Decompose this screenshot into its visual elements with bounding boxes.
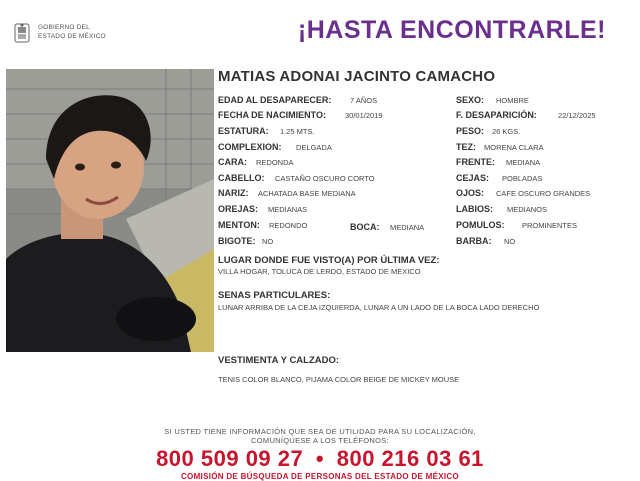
frente-label: FRENTE:: [456, 157, 495, 167]
cara-label: CARA:: [218, 157, 247, 167]
tez-value: MORENA CLARA: [484, 143, 544, 152]
sexo-value: HOMBRE: [496, 96, 529, 105]
pomulos-label: POMULOS:: [456, 220, 505, 230]
boca-value: MEDIANA: [390, 223, 425, 232]
barba-label: BARBA:: [456, 236, 492, 246]
nariz-label: NARIZ:: [218, 188, 249, 198]
cejas-value: POBLADAS: [502, 174, 543, 183]
vestimenta-label: VESTIMENTA Y CALZADO:: [218, 355, 340, 366]
estatura-value: 1.25 MTS.: [280, 127, 315, 136]
fecha-desaparicion-label: F. DESAPARICIÓN:: [456, 110, 537, 120]
ojos-value: CAFE OSCURO GRANDES: [496, 189, 591, 198]
missing-person-photo: [6, 69, 214, 352]
pomulos-value: PROMINENTES: [522, 221, 578, 230]
nacimiento-label: FECHA DE NACIMIENTO:: [218, 110, 326, 120]
complexion-label: COMPLEXION:: [218, 142, 282, 152]
bigote-value: NO: [262, 237, 274, 246]
estatura-label: ESTATURA:: [218, 126, 269, 136]
cara-value: REDONDA: [256, 158, 294, 167]
edad-value: 7 AÑOS: [350, 96, 378, 105]
lugar-value: VILLA HOGAR, TOLUCA DE LERDO, ESTADO DE MEXICO: [218, 267, 421, 276]
cejas-label: CEJAS:: [456, 173, 490, 183]
barba-value: NO: [504, 237, 516, 246]
person-name: MATIAS ADONAI JACINTO CAMACHO: [218, 68, 496, 85]
vestimenta-value: TENIS COLOR BLANCO, PIJAMA COLOR BEIGE DE MICKEY MOUSE: [218, 375, 460, 384]
lugar-label: LUGAR DONDE FUE VISTO(A) POR ÚLTIMA VEZ:: [218, 255, 440, 266]
phone-numbers: [0, 446, 640, 472]
commission-name: COMISIÓN DE BÚSQUEDA DE PERSONAS DEL ESTADO DE MÉXICO: [180, 472, 459, 481]
logo-text-line1: GOBIERNO DEL: [38, 24, 90, 31]
nariz-value: ACHATADA BASE MEDIANA: [258, 189, 356, 198]
state-seal-icon: [12, 22, 32, 44]
nacimiento-value: 30/01/2019: [345, 111, 383, 120]
ojos-label: OJOS:: [456, 188, 485, 198]
bigote-label: BIGOTE:: [218, 236, 256, 246]
labios-label: LABIOS:: [456, 204, 493, 214]
menton-value: REDONDO: [269, 221, 308, 230]
logo-text-line2: ESTADO DE MÉXICO: [38, 33, 106, 40]
fecha-desaparicion-value: 22/12/2025: [558, 111, 596, 120]
peso-value: 26 KGS.: [492, 127, 521, 136]
phone-number-2[interactable]: 800 216 03 61: [336, 446, 484, 471]
peso-label: PESO:: [456, 126, 485, 136]
government-logo: [12, 22, 122, 46]
senas-label: SENAS PARTICULARES:: [218, 290, 331, 301]
tez-label: TEZ:: [456, 142, 476, 152]
footer-info-line2: COMUNÍQUESE A LOS TELÉFONOS:: [251, 436, 389, 445]
menton-label: MENTON:: [218, 220, 260, 230]
photo-illustration: [6, 69, 214, 352]
cabello-value: CASTAÑO OSCURO CORTO: [275, 174, 375, 183]
phone-number-1[interactable]: 800 509 09 27: [156, 446, 304, 471]
sexo-label: SEXO:: [456, 95, 485, 105]
complexion-value: DELGADA: [296, 143, 332, 152]
cabello-label: CABELLO:: [218, 173, 265, 183]
senas-value: LUNAR ARRIBA DE LA CEJA IZQUIERDA, LUNAR A UN LADO DE LA BOCA LADO DERECHO: [218, 303, 540, 312]
boca-label: BOCA:: [350, 222, 380, 232]
footer-info-line1: SI USTED TIENE INFORMACIÓN QUE SEA DE UTILIDAD PARA SU LOCALIZACIÓN,: [164, 427, 476, 436]
headline: ¡HASTA ENCONTRARLE!: [297, 16, 606, 44]
orejas-label: OREJAS:: [218, 204, 259, 214]
phone-separator: •: [315, 446, 325, 471]
edad-label: EDAD AL DESAPARECER:: [218, 95, 332, 105]
orejas-value: MEDIANAS: [268, 205, 308, 214]
labios-value: MEDIANOS: [507, 205, 548, 214]
frente-value: MEDIANA: [506, 158, 541, 167]
